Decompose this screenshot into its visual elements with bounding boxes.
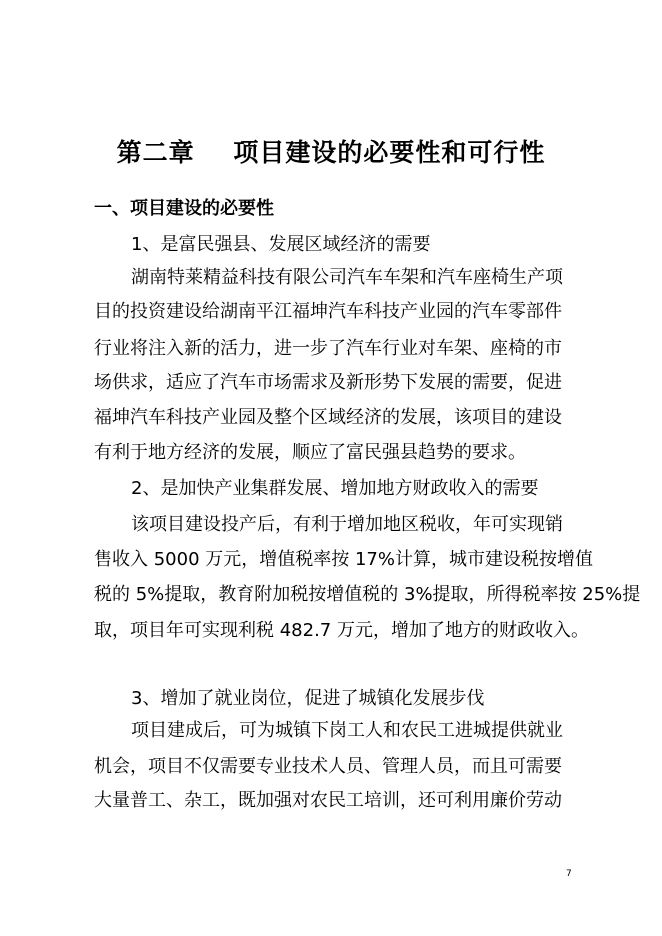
paragraph-line: 目的投资建设给湖南平江福坤汽车科技产业园的汽车零部件 <box>94 301 562 322</box>
paragraph-line: 大量普工、杂工，既加强对农民工培训，还可利用廉价劳动 <box>94 790 562 811</box>
chapter-title: 第二章 项目建设的必要性和可行性 <box>116 138 546 167</box>
paragraph-line: 项目建成后，可为城镇下岗工人和农民工进城提供就业 <box>131 720 563 741</box>
paragraph-line: 湖南特莱精益科技有限公司汽车车架和汽车座椅生产项 <box>131 267 563 288</box>
item-title-2: 2、是加快产业集群发展、增加地方财政收入的需要 <box>131 478 539 499</box>
item-title-3: 3、增加了就业岗位，促进了城镇化发展步伐 <box>131 688 485 709</box>
paragraph-line: 该项目建设投产后，有利于增加地区税收，年可实现销 <box>131 514 563 535</box>
paragraph-line: 行业将注入新的活力，进一步了汽车行业对车架、座椅的市 <box>94 338 562 359</box>
paragraph-line: 税的 5%提取，教育附加税按增值税的 3%提取，所得税率按 25%提 <box>94 584 641 605</box>
paragraph-line: 机会，项目不仅需要专业技术人员、管理人员，而且可需要 <box>94 756 562 777</box>
page-number: 7 <box>566 869 572 879</box>
paragraph-line: 福坤汽车科技产业园及整个区域经济的发展，该项目的建设 <box>94 407 562 428</box>
paragraph-line: 有利于地方经济的发展，顺应了富民强县趋势的要求。 <box>94 442 526 463</box>
paragraph-line: 售收入 5000 万元，增值税率按 17%计算，城市建设税按增值 <box>94 549 593 570</box>
paragraph-line: 取，项目年可实现利税 482.7 万元，增加了地方的财政收入。 <box>94 620 589 641</box>
item-title-1: 1、是富民强县、发展区域经济的需要 <box>131 234 431 255</box>
section-heading: 一、项目建设的必要性 <box>94 198 274 219</box>
paragraph-line: 场供求，适应了汽车市场需求及新形势下发展的需要，促进 <box>94 372 562 393</box>
